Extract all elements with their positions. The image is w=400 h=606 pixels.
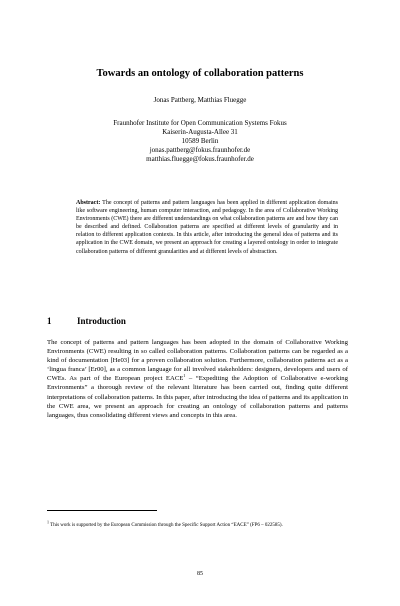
abstract — [76, 199, 338, 256]
page-number: 85 — [197, 571, 203, 577]
abstract-text: The concept of patterns and pattern languages has been applied in different application domains like software engineering, human computer interaction, and pedagogy. In the area of Collaborative Working Environments (CWE) there are different understandings on what collaboration patterns are and how they can be described and defined. Collaboration patterns are specified at different levels of granularity and in relation to different application contexts. In this article, after introducing the general idea of patterns and its application in the CWE domain, we present an approach for creating a layered ontology in order to integrate collaboration patterns of different granularities and at different levels of abstraction. — [76, 200, 338, 255]
author-list: Jonas Pattberg, Matthias Fluegge — [153, 96, 247, 104]
body-text-part1: The concept of patterns and pattern languages has been adopted in the domain of Collaborative Working Environments (CWE) resulting in so called collaboration patterns. Collaboration patterns can be regarded as a kind of documentation [He03] for a proven collaboration solution. Furthermore, collaboration patterns act as a ‘lingua franca’ [Er00], as a common language for all involved stakeholders: designers, developers and users of CWEs. As part of the European project EACE — [47, 339, 348, 383]
abstract-label: Abstract: — [76, 200, 101, 206]
footnote-text: This work is supported by the European Commission through the Specific Support Action “EACE” (FP6 – 022585). — [49, 523, 283, 528]
affiliation-email-pattberg: jonas.pattberg@fokus.fraunhofer.de — [149, 146, 251, 154]
affiliation-city: 10589 Berlin — [181, 137, 219, 145]
introduction-body — [47, 338, 348, 420]
section-heading — [47, 316, 126, 326]
affiliation-institute: Fraunhofer Institute for Open Communication Systems Fokus — [113, 119, 287, 127]
affiliation-block — [0, 119, 400, 164]
footnote-mark: 1 — [47, 519, 49, 525]
footnote-divider — [47, 510, 157, 511]
section-number: 1 — [47, 316, 52, 326]
paper-title: Towards an ontology of collaboration patterns — [96, 68, 304, 79]
section-title: Introduction — [77, 316, 126, 326]
affiliation-street: Kaiserin-Augusta-Allee 31 — [162, 128, 238, 136]
affiliation-email-fluegge: matthias.fluegge@fokus.fraunhofer.de — [146, 155, 254, 163]
body-text-part2: – “Expediting the Adoption of Collaborative e-working Environments” a thorough review of the relevant literature has been carried out, finding quite different interpretations of collaboration patterns. In this paper, after introducing the idea of patterns and its application in the CWE area, we present an approach for creating an ontology of collaboration patterns and patterns languages, thus consolidating different views and concepts in this area. — [47, 375, 348, 419]
footnote-reference: 1 — [183, 373, 186, 379]
footnote — [47, 519, 348, 529]
